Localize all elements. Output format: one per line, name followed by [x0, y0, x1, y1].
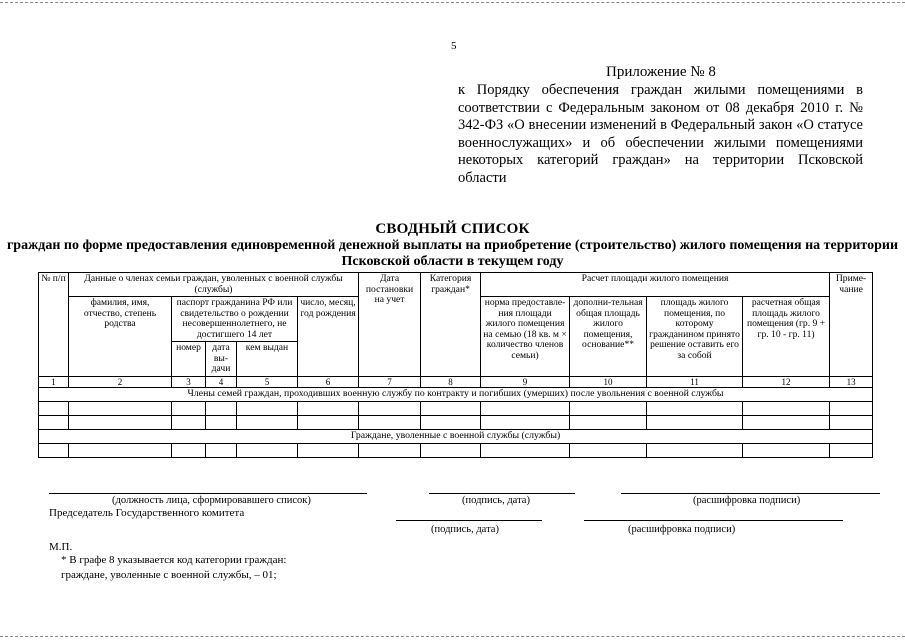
column-number: 10	[570, 376, 647, 388]
header-fio: фамилия, имя, отчество, степень родства	[69, 297, 172, 377]
empty-cell	[237, 444, 298, 458]
header-passport-number: номер	[172, 342, 206, 377]
empty-cell	[570, 444, 647, 458]
summary-table	[38, 272, 873, 458]
page-bottom-edge	[0, 636, 905, 637]
header-extra-area: дополни-тельная общая площадь жилого помещения, основание**	[570, 297, 647, 377]
empty-cell	[359, 402, 421, 416]
empty-cell	[647, 444, 743, 458]
header-retained-area: площадь жилого помещения, по которому гражданином принято решение оставить его за собой	[647, 297, 743, 377]
page-number: 5	[451, 40, 457, 52]
document-title: СВОДНЫЙ СПИСОК	[375, 221, 530, 237]
column-number-row	[39, 376, 873, 388]
empty-row	[39, 444, 873, 458]
footnote	[61, 553, 286, 583]
empty-cell	[172, 444, 206, 458]
empty-cell	[830, 416, 873, 430]
column-number: 2	[69, 376, 172, 388]
empty-row	[39, 402, 873, 416]
empty-cell	[172, 402, 206, 416]
appendix-title: Приложение № 8	[606, 64, 716, 80]
column-number: 11	[647, 376, 743, 388]
header-area-calc: Расчет площади жилого помещения	[481, 273, 830, 297]
header-norm: норма предоставле-ния площади жилого помещения на семью (18 кв. м × количество членов семьи)	[481, 297, 570, 377]
header-calc-area: расчетная общая площадь жилого помещения (гр. 9 + гр. 10 - гр. 11)	[743, 297, 830, 377]
empty-cell	[237, 402, 298, 416]
footnote-line-2: граждане, уволенные с военной службы, – 01;	[61, 569, 277, 581]
empty-cell	[359, 444, 421, 458]
column-number: 8	[421, 376, 481, 388]
section-row-contract	[39, 388, 873, 402]
column-number: 4	[206, 376, 237, 388]
empty-cell	[206, 444, 237, 458]
chairman-signature-decode-label: (расшифровка подписи)	[628, 524, 736, 535]
section-row-discharged	[39, 430, 873, 444]
column-number: 1	[39, 376, 69, 388]
header-note: Приме-чание	[830, 273, 873, 377]
column-number: 5	[237, 376, 298, 388]
empty-cell	[647, 402, 743, 416]
header-birth-date: число, месяц, год рождения	[298, 297, 359, 377]
column-number: 6	[298, 376, 359, 388]
empty-cell	[421, 402, 481, 416]
empty-cell	[39, 444, 69, 458]
empty-cell	[298, 416, 359, 430]
empty-cell	[743, 416, 830, 430]
empty-cell	[743, 402, 830, 416]
header-row-1	[39, 273, 873, 297]
empty-cell	[359, 416, 421, 430]
empty-cell	[481, 402, 570, 416]
empty-cell	[69, 402, 172, 416]
header-passport-date: дата вы-дачи	[206, 342, 237, 377]
signature-date-line	[429, 493, 575, 494]
chairman-decode-line	[584, 520, 843, 521]
column-number: 13	[830, 376, 873, 388]
header-num: № п/п	[39, 273, 69, 377]
empty-cell	[206, 416, 237, 430]
header-passport: паспорт гражданина РФ или свидетельство о рождении несовершеннолетнего, не достигшего 14 лет	[172, 297, 298, 342]
column-number: 12	[743, 376, 830, 388]
empty-cell	[39, 416, 69, 430]
column-number: 7	[359, 376, 421, 388]
empty-cell	[570, 416, 647, 430]
appendix-text: к Порядку обеспечения граждан жилыми помещениями в соответствии с Федеральным законом от 08 декабря 2010 г. № 342-ФЗ «О внесении изменений в Федеральный закон «О статусе военнослужащих» и об обеспечении жилыми помещениями некоторых категорий граждан» на территории Псковской области	[458, 82, 863, 186]
chairman-signature-line	[396, 520, 542, 521]
page-top-edge	[0, 2, 905, 3]
position-label: (должность лица, сформировавшего список)	[112, 495, 311, 506]
empty-cell	[830, 402, 873, 416]
empty-cell	[172, 416, 206, 430]
empty-row	[39, 416, 873, 430]
footnote-line-1: * В графе 8 указывается код категории граждан:	[61, 554, 287, 566]
empty-cell	[237, 416, 298, 430]
empty-cell	[481, 416, 570, 430]
empty-cell	[830, 444, 873, 458]
empty-cell	[69, 416, 172, 430]
signature-decode-label: (расшифровка подписи)	[693, 495, 801, 506]
empty-cell	[570, 402, 647, 416]
section-contract: Члены семей граждан, проходивших военную службу по контракту и погибших (умерших) после увольнения с военной службы	[39, 388, 873, 402]
header-family-data: Данные о членах семьи граждан, уволенных с военной службы (службы)	[69, 273, 359, 297]
empty-cell	[298, 444, 359, 458]
document-subtitle: граждан по форме предоставления единовременной денежной выплаты на приобретение (строительство) жилого помещения на территории Псковской области в текущем году	[6, 238, 899, 269]
section-discharged: Граждане, уволенные с военной службы (службы)	[39, 430, 873, 444]
column-number: 9	[481, 376, 570, 388]
empty-cell	[39, 402, 69, 416]
header-category: Категория граждан*	[421, 273, 481, 377]
empty-cell	[421, 416, 481, 430]
empty-cell	[481, 444, 570, 458]
empty-cell	[69, 444, 172, 458]
empty-cell	[421, 444, 481, 458]
signature-date-label: (подпись, дата)	[462, 495, 530, 506]
column-number: 3	[172, 376, 206, 388]
empty-cell	[647, 416, 743, 430]
header-registration-date: Дата постановки на учет	[359, 273, 421, 377]
position-signature-line	[49, 493, 367, 494]
header-passport-issuer: кем выдан	[237, 342, 298, 377]
stamp-place-label: М.П.	[49, 541, 73, 553]
empty-cell	[206, 402, 237, 416]
empty-cell	[298, 402, 359, 416]
chairman-signature-date-label: (подпись, дата)	[431, 524, 499, 535]
signature-decode-line	[621, 493, 880, 494]
chairman-label: Председатель Государственного комитета	[49, 507, 245, 519]
empty-cell	[743, 444, 830, 458]
